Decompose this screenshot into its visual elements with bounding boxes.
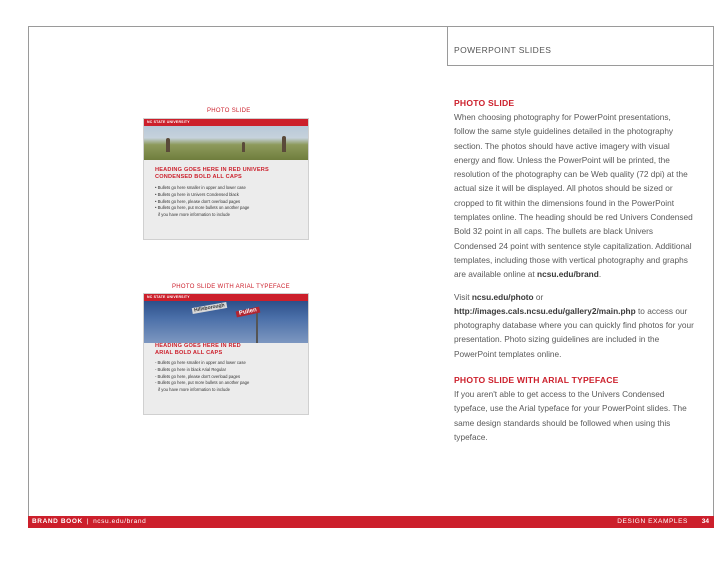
footer-section: DESIGN EXAMPLES [617,518,688,525]
footer-separator: | [86,518,90,525]
section-header: POWERPOINT SLIDES [454,45,552,55]
slide1-bullets: • Bullets go here smaller in upper and lower case • Bullets go here in Univers Condensed black • Bullets go here, please don't overload pages • Bullets go here, put more bullets on another page if you have more information to include [155,185,250,218]
slide1-red-bar [144,119,308,126]
photo-slide-paragraph: When choosing photography for PowerPoint presentations, follow the same style guidelines detailed in the photography section. The photos should have active imagery with visual energy and flow. Unless the PowerPoint will be printed, the resolution of the photography can be Web quality (72 dpi) at the actual size it will be displayed. All photos should be sized or cropped to fit within the dimensions found in the PowerPoint templates online. The heading should be red Univers Condensed Bold 32 point in all caps. The bullets are black Univers Condensed 24 point with sentence style capitalization. Additional templates, including those with vertical photography and graphs are available online at ncsu.edu/brand. [454,112,693,280]
arial-slide-heading: PHOTO SLIDE WITH ARIAL TYPEFACE [454,375,619,386]
photo-person [242,142,245,152]
gallery-link[interactable]: http://images.cals.ncsu.edu/gallery2/main.php [454,305,636,316]
column-divider [447,26,448,65]
photo-slide-heading: PHOTO SLIDE [454,98,515,108]
slide1-caption: PHOTO SLIDE [207,108,251,114]
street-sign-hillsborough: Hillsborough [193,302,226,314]
footer-bar [28,516,714,528]
slide1-heading: HEADING GOES HERE IN RED UNIVERS CONDENSED BOLD ALL CAPS [155,167,269,180]
photo-link[interactable]: ncsu.edu/photo [471,291,534,302]
street-sign-pullen: Pullen [236,307,261,318]
slide2-bar-text: NC STATE UNIVERSITY [147,295,190,299]
page-number: 34 [701,518,709,525]
photo-person [166,138,170,152]
slide1-example [143,118,309,240]
slide2-heading: HEADING GOES HERE IN RED ARIAL BOLD ALL CAPS [155,343,241,356]
arial-slide-paragraph: If you aren't able to get access to the Univers Condensed typeface, use the Arial typeface for your PowerPoint slides. The same design standards should be followed when using this typeface. [454,389,687,442]
brand-link[interactable]: ncsu.edu/brand [537,269,599,280]
slide2-bullets: - Bullets go here smaller in upper and lower case - Bullets go here in black Arial Regular - Bullets go here, please don't overload pages - Bullets go here, put more bullets on another page if you have more information to include [155,360,250,393]
header-rule [447,65,714,66]
body-text-column [454,96,694,444]
slide1-bar-text: NC STATE UNIVERSITY [147,120,190,124]
footer-brand: BRAND BOOK [32,518,83,525]
slide2-photo [144,301,309,343]
slide2-caption: PHOTO SLIDE WITH ARIAL TYPEFACE [172,284,290,290]
slide1-photo [144,126,309,160]
footer-left [32,518,146,525]
footer-url[interactable]: ncsu.edu/brand [93,518,147,525]
slide2-red-bar [144,294,308,301]
photo-database-paragraph: Visit ncsu.edu/photo or http://images.cals.ncsu.edu/gallery2/main.php to access our photography database where you can quickly find photos for your presentation. Photo sizing guidelines are included in the PowerPoint templates online. [454,291,694,359]
photo-person [282,136,286,152]
slide2-example [143,293,309,415]
